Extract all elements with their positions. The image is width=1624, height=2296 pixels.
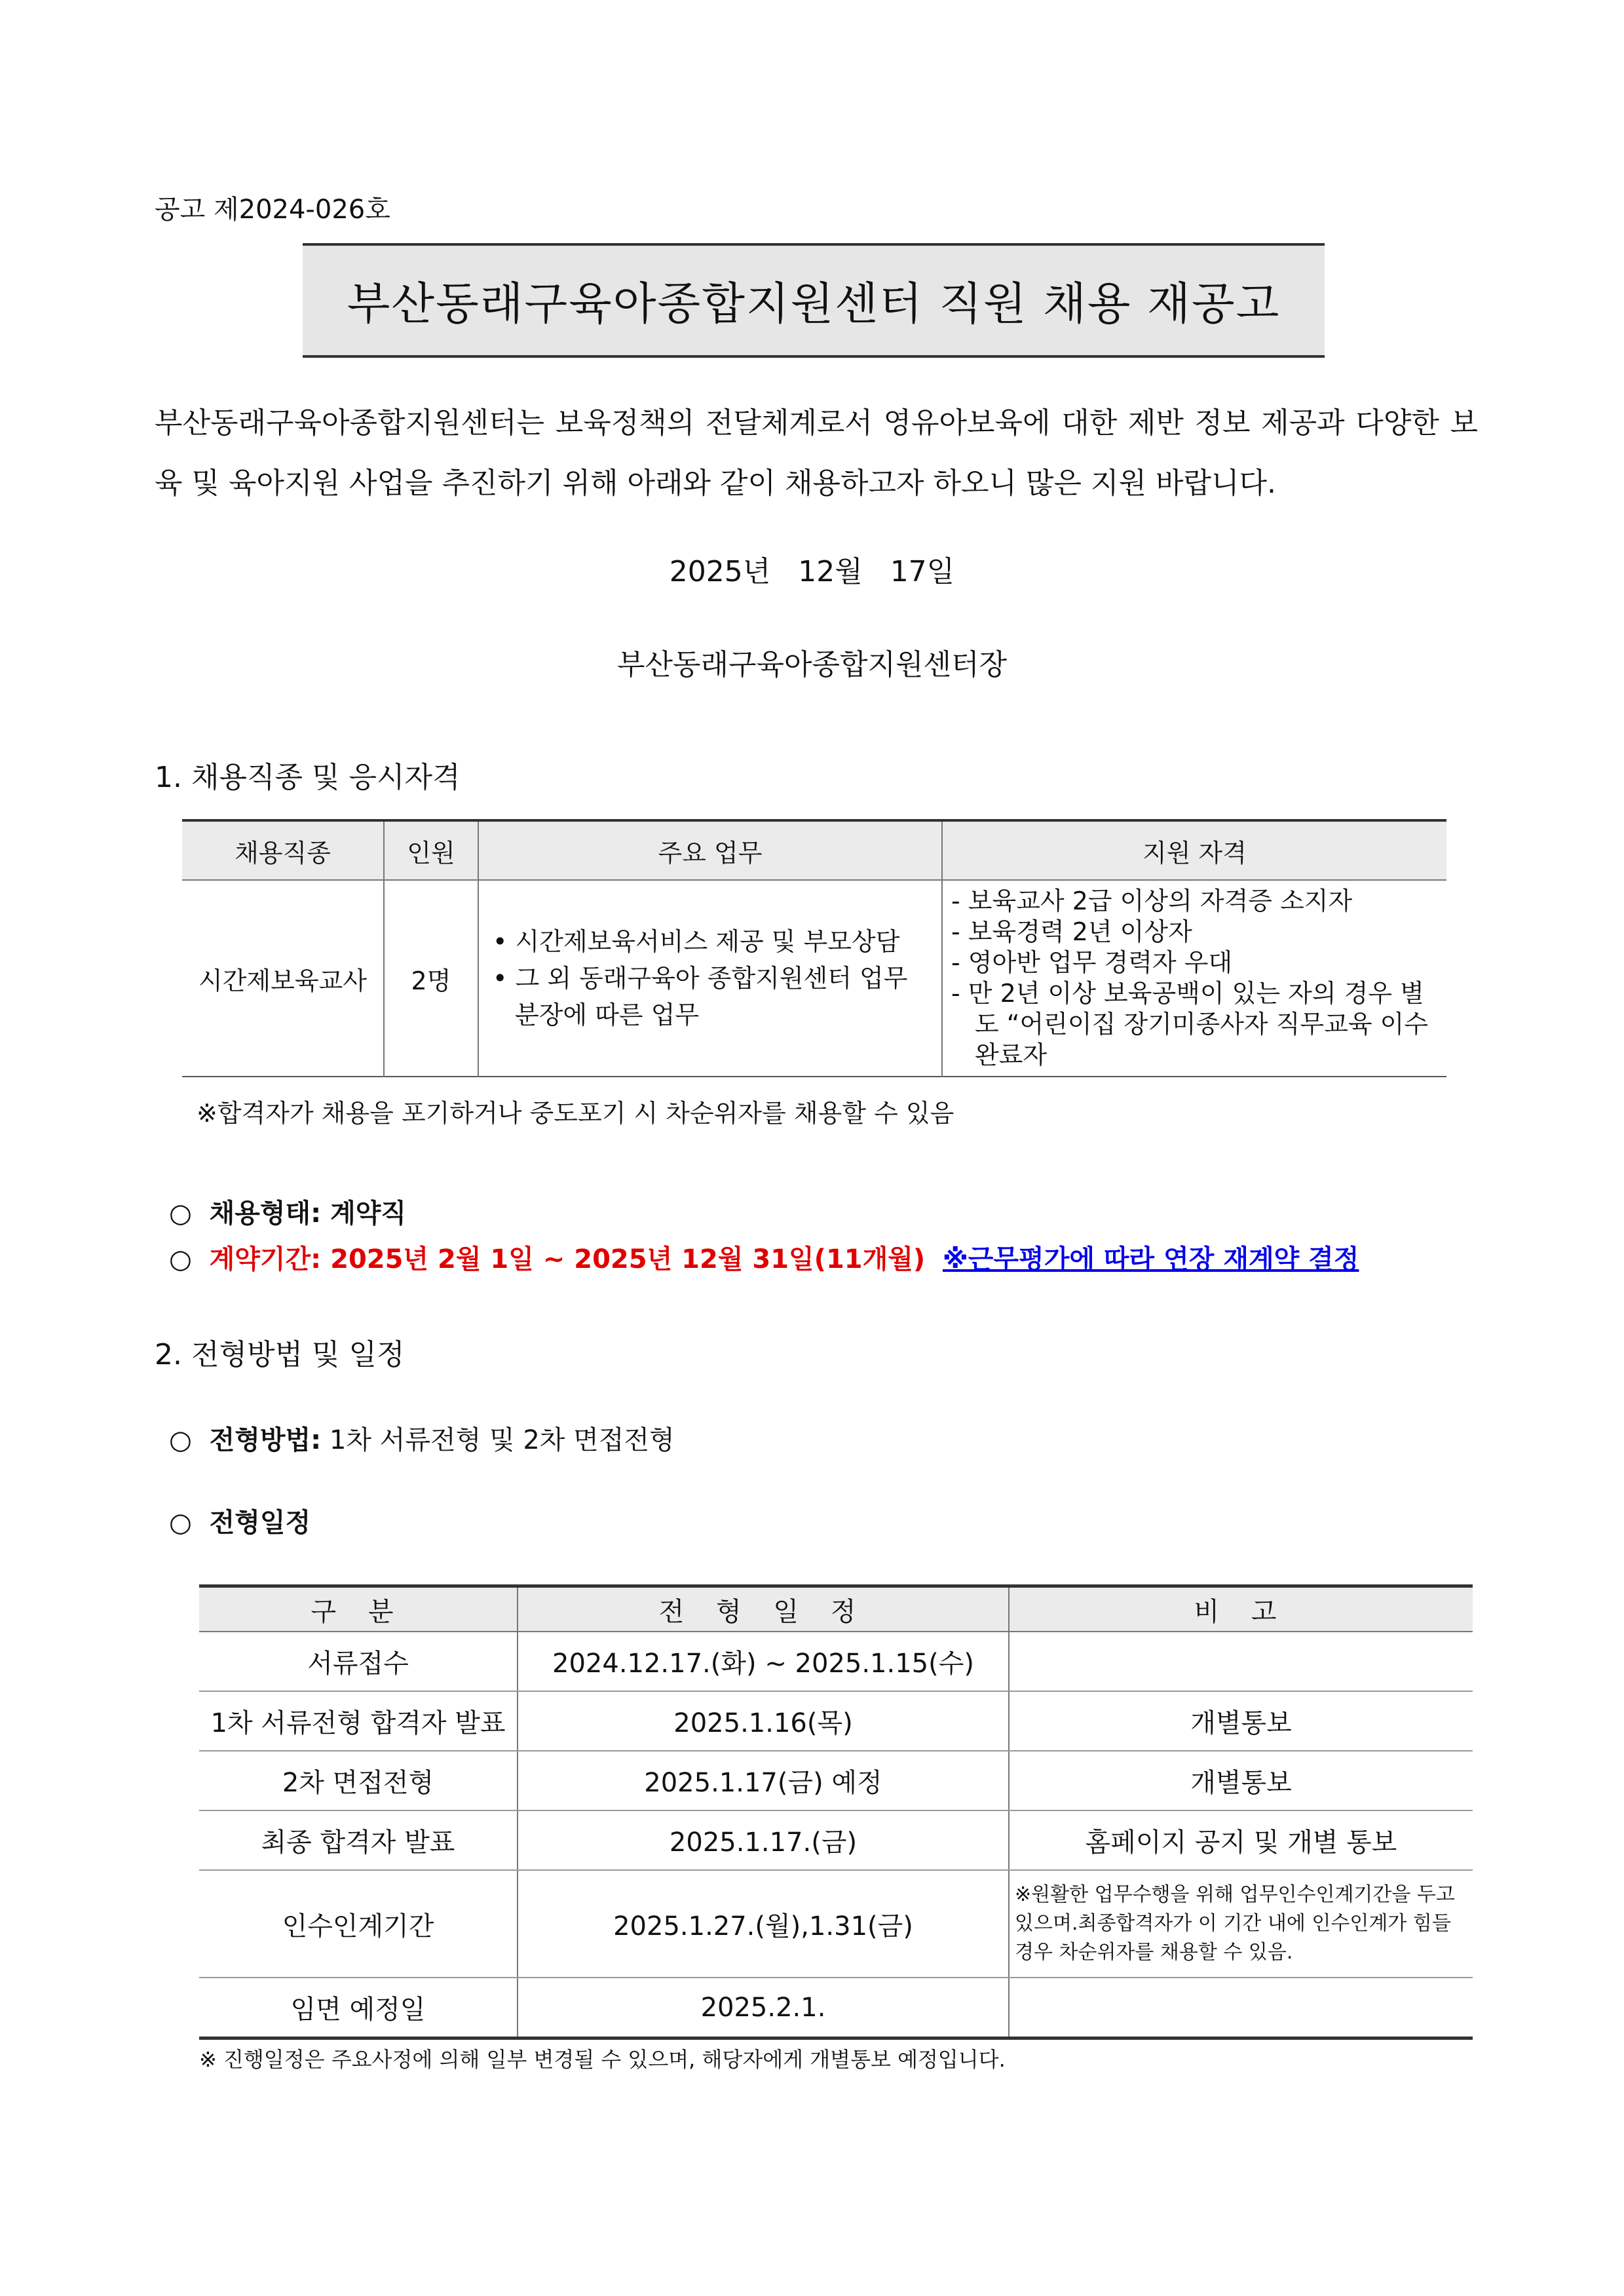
list-item [489,923,934,960]
note-cell: 개별통보 [1009,1691,1473,1751]
count-cell: 2명 [384,880,478,1077]
replacement-note: ※합격자가 채용을 포기하거나 중도포기 시 차순위자를 채용할 수 있음 [197,1099,954,1128]
date-cell: 2025.1.17.(금) [518,1810,1009,1870]
circle-bullet: ○ [169,1244,192,1274]
qualifications-cell [942,880,1446,1077]
header-item: 구 분 [199,1586,518,1632]
date-cell: 2024.12.17.(화) ~ 2025.1.15(수) [518,1632,1009,1691]
header-note: 비 고 [1009,1586,1473,1632]
item-cell: 2차 면접전형 [199,1751,518,1810]
selection-schedule [169,1502,311,1539]
job-cell: 시간제보육교사 [182,880,384,1077]
list-item: - 영아반 업무 경력자 우대 [951,948,1233,977]
duty-text: 그 외 동래구육아 종합지원센터 업무 분장에 따른 업무 [515,964,908,1029]
employment-type [169,1193,406,1230]
duties-cell [478,880,942,1077]
date-cell: 2025.2.1. [518,1978,1009,2038]
duty-text: 시간제보육서비스 제공 및 부모상담 [515,927,900,956]
intro-paragraph: 부산동래구육아종합지원센터는 보육정책의 전달체계로서 영유아보육에 대한 제반 정보 제공과 다양한 보육 및 육아지원 사업을 추진하기 위해 아래와 같이 채용하고자 하오니 많은 지원 바랍니다. [155,406,1478,500]
date-cell: 2025.1.17(금) 예정 [518,1751,1009,1810]
item-cell: 인수인계기간 [199,1870,518,1978]
table-header-row [182,820,1446,880]
section1-heading: 1. 채용직종 및 응시자격 [155,761,461,794]
section2-heading: 2. 전형방법 및 일정 [155,1338,405,1371]
item-cell: 1차 서류전형 합격자 발표 [199,1691,518,1751]
selection-method [169,1419,675,1457]
table-row [199,1691,1473,1751]
note-cell: ※원활한 업무수행을 위해 업무인수인계기간을 두고 있으며.최종합격자가 이 기간 내에 인수인계가 힘들 경우 차순위자를 채용할 수 있음. [1009,1870,1473,1978]
employment-type-text: 채용형태: 계약직 [209,1198,407,1229]
contract-renewal-note: ※근무평가에 따라 연장 재계약 결정 [942,1244,1359,1274]
method-label: 전형방법: [209,1425,322,1455]
header-date: 전 형 일 정 [518,1586,1009,1632]
contract-period-text: 계약기간: 2025년 2월 1일 ~ 2025년 12월 31일(11개월) [209,1244,926,1274]
note-cell [1009,1632,1473,1691]
method-value: 1차 서류전형 및 2차 면접전형 [321,1425,675,1455]
date-cell: 2025.1.16(목) [518,1691,1009,1751]
position-table [182,819,1446,1077]
list-item: - 만 2년 이상 보육공백이 있는 자의 경우 별도 “어린이집 장기미종사자 직무교육 이수 완료자 [951,979,1429,1069]
table-row [199,1978,1473,2038]
circle-bullet: ○ [169,1425,192,1455]
page-title: 부산동래구육아종합지원센터 직원 채용 재공고 [347,278,1281,330]
item-cell: 서류접수 [199,1632,518,1691]
duties-list [480,923,941,1033]
table-header-row [199,1586,1473,1632]
date-cell: 2025.1.27.(월),1.31(금) [518,1870,1009,1978]
table-row [199,1632,1473,1691]
header-count: 인원 [384,820,478,880]
header-qualifications: 지원 자격 [942,820,1446,880]
schedule-footnote: ※ 진행일정은 주요사정에 의해 일부 변경될 수 있으며, 해당자에게 개별통보 예정입니다. [199,2047,1006,2072]
item-cell: 임면 예정일 [199,1978,518,2038]
table-row [199,1810,1473,1870]
header-job: 채용직종 [182,820,384,880]
bullet: • [493,964,508,993]
contract-period [169,1238,1359,1276]
header-duties: 주요 업무 [478,820,942,880]
notice-date: 2025년 12월 17일 [669,555,955,588]
issuer: 부산동래구육아종합지원센터장 [616,648,1008,681]
table-row [182,880,1446,1077]
item-cell: 최종 합격자 발표 [199,1810,518,1870]
circle-bullet: ○ [169,1198,192,1229]
bullet: • [493,927,508,956]
notice-number: 공고 제2024-026호 [155,195,390,225]
note-cell [1009,1978,1473,2038]
schedule-table [199,1584,1473,2040]
schedule-label: 전형일정 [209,1508,311,1538]
circle-bullet: ○ [169,1508,192,1538]
note-cell: 홈페이지 공지 및 개별 통보 [1009,1810,1473,1870]
table-row [199,1870,1473,1978]
note-cell: 개별통보 [1009,1751,1473,1810]
list-item [489,960,934,1033]
table-row [199,1751,1473,1810]
list-item: - 보육경력 2년 이상자 [951,917,1192,946]
list-item: - 보육교사 2급 이상의 자격증 소지자 [951,887,1353,915]
title-box [303,243,1325,358]
